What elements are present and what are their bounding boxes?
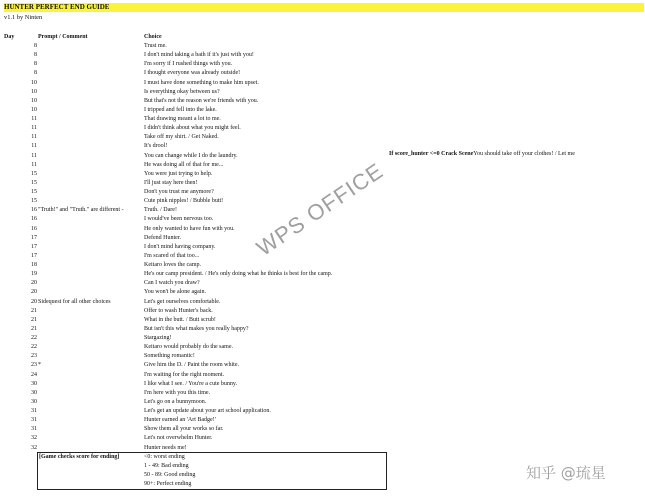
table-row — [0, 343, 645, 352]
row-choice: I'm scared of that too... — [144, 252, 200, 259]
row-choice: Keitaro loves the camp. — [144, 262, 201, 268]
row-choice: You were just trying to help. — [144, 170, 213, 177]
row-choice: I'll just stay here then! — [144, 179, 198, 186]
row-day: 17 — [31, 234, 37, 241]
row-choice: Keitaro would probably do the same. — [144, 344, 233, 351]
row-choice: I must have done something to make him upset. — [144, 79, 259, 86]
row-choice: What in the butt. / Butt scrub! — [144, 316, 216, 323]
row-choice: Give him the D. / Paint the room white. — [144, 362, 239, 369]
row-choice: I'm sorry if I rushed things with you. — [144, 61, 233, 68]
row-day: 8 — [34, 52, 37, 59]
row-choice: You won't be alone again. — [144, 289, 206, 296]
row-choice: Defend Hunter. — [144, 234, 181, 241]
row-choice: It's drool! — [144, 143, 168, 150]
table-row — [0, 316, 645, 325]
row-choice: Let's get ourselves comfortable. — [144, 298, 221, 305]
page-subtitle: v1.1 by Ninten — [4, 14, 43, 21]
ending-line: 1 - 49: Bad ending — [144, 463, 189, 469]
table-row — [0, 389, 645, 398]
table-row — [0, 124, 645, 133]
row-day: 11 — [31, 161, 37, 168]
row-prompt: Sidequest for all other choices — [38, 298, 111, 305]
row-choice: I tripped and fell into the lake. — [144, 106, 217, 113]
table-row — [0, 51, 645, 60]
row-choice: But isn't this what makes you really happy? — [144, 325, 249, 332]
row-day: 11 — [31, 152, 37, 159]
row-choice: Let's get an update about your art school application. — [144, 408, 271, 414]
row-choice: He only wanted to have fun with you. — [144, 225, 235, 232]
row-day: 30 — [31, 398, 37, 405]
row-choice: I'm waiting for the right moment. — [144, 371, 225, 378]
column-header-prompt: Prompt / Comment — [38, 34, 88, 40]
row-day: 21 — [31, 316, 37, 323]
row-choice: Show them all your works so far. — [144, 426, 224, 433]
table-row — [0, 252, 645, 261]
row-day: 11 — [31, 116, 37, 122]
row-choice: Take off my shirt. / Get Naked. — [144, 134, 219, 141]
row-choice: He's our camp president. / He's only doing what he thinks is best for the camp. — [144, 271, 333, 278]
table-row — [0, 88, 645, 97]
column-header-day: Day — [4, 34, 15, 40]
row-choice: Truth. / Dare! — [144, 207, 177, 214]
row-day: 10 — [31, 106, 37, 113]
row-choice: He was doing all of that for me... — [144, 161, 224, 168]
row-choice: Is everything okay between us? — [144, 88, 220, 95]
table-row — [0, 69, 645, 78]
row-day: 11 — [31, 125, 37, 132]
table-row — [0, 261, 645, 270]
row-day: 15 — [31, 198, 37, 205]
table-row — [0, 352, 645, 361]
table-row — [0, 170, 645, 179]
table-row — [0, 380, 645, 389]
table-row — [0, 115, 645, 124]
row-choice: Let's not overwhelm Hunter. — [144, 435, 213, 442]
row-choice: I don't mind taking a bath if it's just with you! — [144, 52, 254, 59]
table-row — [0, 371, 645, 380]
table-row — [0, 361, 645, 370]
row-choice: Hunter earned an 'Art Badge!' — [144, 417, 216, 424]
table-row — [0, 161, 645, 170]
row-day: 15 — [31, 189, 37, 195]
row-choice: Something romantic! — [144, 353, 195, 360]
side-note-text: You should take off your clothes! / Let me — [473, 151, 575, 157]
wps-office-watermark: WPS OFFICE — [252, 157, 388, 261]
row-day: 18 — [31, 262, 37, 268]
row-choice: Trust me. — [144, 43, 167, 49]
row-day: 8 — [34, 43, 37, 49]
table-row — [0, 79, 645, 88]
table-row — [0, 307, 645, 316]
table-row — [0, 325, 645, 334]
row-day: 30 — [31, 389, 37, 396]
row-day: 8 — [34, 61, 37, 68]
side-note — [389, 150, 575, 158]
row-day: 11 — [31, 134, 37, 141]
row-choice: You can change while I do the laundry. — [144, 152, 238, 159]
row-day: 22 — [31, 344, 37, 351]
row-day: 31 — [31, 408, 37, 414]
row-day: 17 — [31, 252, 37, 259]
table-row — [0, 425, 645, 434]
row-choice: Don't you trust me anymore? — [144, 189, 214, 195]
row-day: 17 — [31, 243, 37, 250]
table-row — [0, 279, 645, 288]
row-prompt: "Truth!" and "Truth." are different - — [38, 207, 124, 214]
row-day: 23 — [31, 353, 37, 360]
row-day: 10 — [31, 79, 37, 86]
row-day: 16 — [31, 216, 37, 223]
row-choice: Let's go on a bunnymoon. — [144, 398, 207, 405]
table-row — [0, 97, 645, 106]
row-day: 10 — [31, 97, 37, 104]
row-prompt: * — [38, 362, 41, 369]
table-row — [0, 234, 645, 243]
table-row — [0, 416, 645, 425]
row-day: 21 — [31, 307, 37, 314]
row-day: 11 — [31, 143, 37, 150]
table-row — [0, 398, 645, 407]
table-row — [0, 42, 645, 51]
table-row — [0, 407, 645, 416]
row-day: 30 — [31, 380, 37, 387]
row-choice: But that's not the reason we're friends with you. — [144, 97, 259, 104]
row-choice: Hunter needs me! — [144, 444, 187, 451]
row-day: 10 — [31, 88, 37, 95]
row-choice: I don't mind having company. — [144, 243, 216, 250]
row-day: 19 — [31, 271, 37, 278]
guide-table — [0, 42, 645, 453]
row-day: 23 — [31, 362, 37, 369]
row-day: 21 — [31, 325, 37, 332]
table-row — [0, 270, 645, 279]
table-row — [0, 133, 645, 142]
row-day: 31 — [31, 426, 37, 433]
table-row — [0, 179, 645, 188]
table-row — [0, 106, 645, 115]
row-day: 8 — [34, 70, 37, 77]
row-day: 31 — [31, 417, 37, 424]
table-row — [0, 298, 645, 307]
row-day: 15 — [31, 179, 37, 186]
row-choice: I thought everyone was already outside! — [144, 70, 241, 77]
ending-line: <0: worst ending — [144, 454, 185, 460]
table-row — [0, 225, 645, 234]
row-day: 32 — [31, 444, 37, 451]
row-day: 16 — [31, 225, 37, 232]
table-row — [0, 243, 645, 252]
row-day: 32 — [31, 435, 37, 442]
table-row — [0, 434, 645, 443]
table-row — [0, 288, 645, 297]
table-row — [0, 334, 645, 343]
row-choice: I'm here with you this time. — [144, 389, 211, 396]
row-day: 20 — [31, 298, 37, 305]
row-choice: Cute pink nipples! / Bubble butt! — [144, 198, 224, 205]
row-choice: I would've been nervous too. — [144, 216, 214, 223]
table-row — [0, 60, 645, 69]
ending-line: 90+: Perfect ending — [144, 481, 192, 487]
row-choice: That drawing meant a lot to me. — [144, 116, 221, 122]
ending-line: 50 - 89: Good ending — [144, 472, 196, 478]
row-choice: I didn't think about what you might feel. — [144, 125, 241, 132]
zhihu-watermark: 知乎 @琉星 — [526, 464, 606, 482]
row-choice: Stargazing! — [144, 335, 172, 341]
row-day: 20 — [31, 280, 37, 287]
page-title: HUNTER PERFECT END GUIDE — [4, 3, 110, 11]
row-choice: Offer to wash Hunter's back. — [144, 307, 213, 314]
ending-box-heading: [Game checks score for ending] — [39, 454, 120, 460]
row-day: 16 — [31, 207, 37, 214]
row-day: 22 — [31, 335, 37, 341]
row-day: 20 — [31, 289, 37, 296]
row-day: 15 — [31, 170, 37, 177]
column-header-choice: Choice — [144, 34, 162, 40]
row-choice: I like what I see. / You're a cute bunny. — [144, 380, 238, 387]
side-note-condition: If score_hunter <=0 Crack Scene — [389, 151, 474, 157]
row-day: 24 — [31, 371, 37, 378]
row-choice: Can I watch you draw? — [144, 280, 200, 287]
